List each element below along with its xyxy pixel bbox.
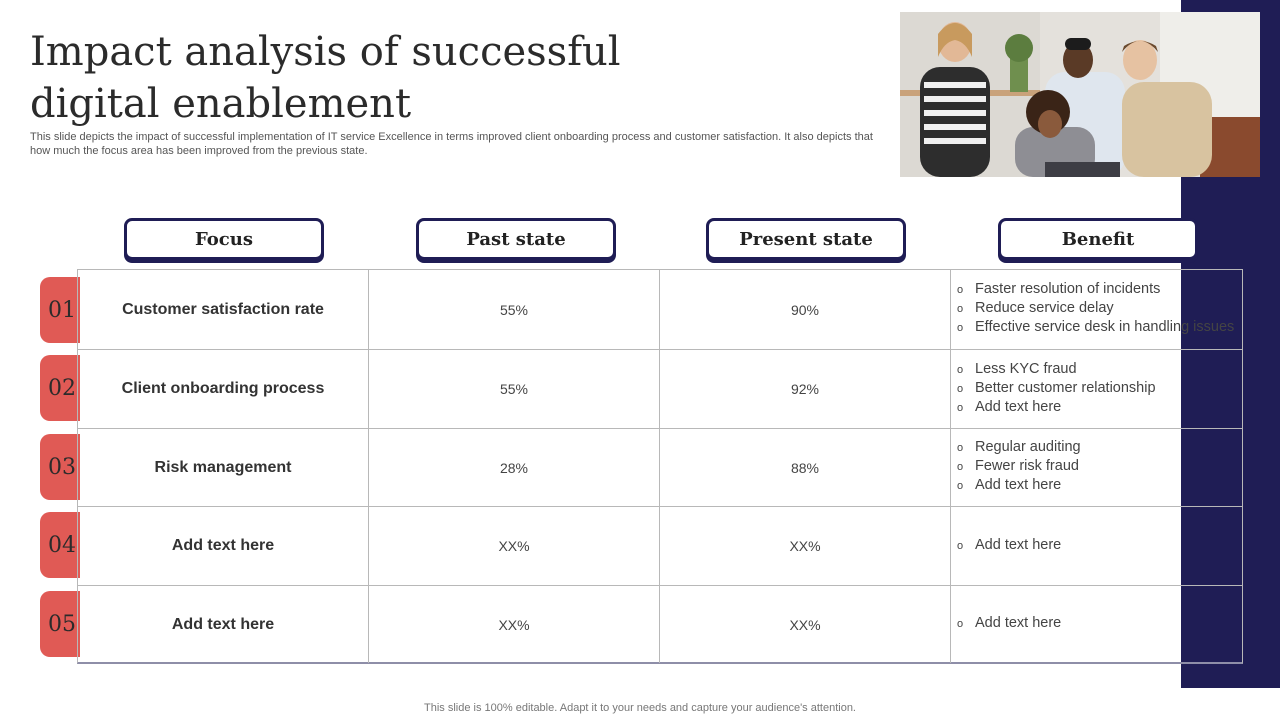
benefit-item: o Add text here	[957, 615, 1061, 634]
present-state-cell: XX%	[660, 507, 951, 585]
benefit-cell	[951, 350, 1242, 428]
page-title: Impact analysis of successful digital enablement	[30, 29, 621, 127]
row-number-tab: 03	[40, 434, 80, 500]
circle-bullet-icon: o	[957, 442, 964, 454]
table-row	[78, 586, 1242, 663]
past-state-cell: XX%	[369, 507, 660, 585]
past-state-cell: 55%	[369, 270, 660, 349]
benefit-list	[957, 439, 1081, 496]
benefit-cell	[951, 507, 1242, 585]
past-state-cell: XX%	[369, 586, 660, 663]
row-number-tab: 05	[40, 591, 80, 657]
benefit-item: o Add text here	[957, 537, 1061, 556]
circle-bullet-icon: o	[957, 363, 964, 376]
benefit-item: o Better customer relationship	[957, 380, 1156, 399]
table-row	[78, 429, 1242, 507]
circle-bullet-icon: o	[957, 539, 964, 552]
present-state-cell: 92%	[660, 350, 951, 428]
benefit-cell	[951, 586, 1242, 663]
benefit-list	[957, 361, 1156, 418]
focus-cell: Add text here	[78, 586, 369, 663]
benefit-cell	[951, 270, 1242, 349]
table-row	[78, 350, 1242, 429]
benefit-list	[957, 615, 1061, 634]
table-row	[78, 507, 1242, 586]
circle-bullet-icon: o	[957, 322, 964, 334]
present-state-cell: 90%	[660, 270, 951, 349]
benefit-item: o Fewer risk fraud	[957, 458, 1081, 477]
benefit-cell	[951, 429, 1242, 506]
benefit-item: o Effective service desk in handling issues	[957, 319, 1234, 338]
benefit-item: o Add text here	[957, 477, 1081, 496]
benefit-item: o Less KYC fraud	[957, 361, 1156, 380]
circle-bullet-icon: o	[957, 618, 964, 630]
benefit-item: o Regular auditing	[957, 439, 1081, 458]
focus-cell: Risk management	[78, 429, 369, 506]
header-focus: Focus	[124, 218, 324, 260]
footer-note: This slide is 100% editable. Adapt it to your needs and capture your audience's attention.	[424, 702, 856, 714]
benefit-item: o Reduce service delay	[957, 300, 1234, 319]
page-subtitle: This slide depicts the impact of successful implementation of IT service Excellence in terms improved client onboarding process and customer satisfaction. It also depicts that how much the focus area has been improved from the previous state.	[30, 131, 873, 157]
circle-bullet-icon: o	[957, 401, 964, 414]
present-state-cell: 88%	[660, 429, 951, 506]
header-past-state: Past state	[416, 218, 616, 260]
benefit-list	[957, 281, 1234, 338]
circle-bullet-icon: o	[957, 382, 964, 395]
benefit-item: o Faster resolution of incidents	[957, 281, 1234, 300]
header-benefit: Benefit	[998, 218, 1198, 260]
circle-bullet-icon: o	[957, 461, 964, 473]
benefit-list	[957, 537, 1061, 556]
circle-bullet-icon: o	[957, 480, 964, 492]
header-present-state: Present state	[706, 218, 906, 260]
team-photo	[900, 12, 1260, 177]
row-number-tab: 01	[40, 277, 80, 343]
past-state-cell: 28%	[369, 429, 660, 506]
row-number-tab: 02	[40, 355, 80, 421]
present-state-cell: XX%	[660, 586, 951, 663]
table-row	[78, 270, 1242, 350]
row-number-tab: 04	[40, 512, 80, 578]
focus-cell: Customer satisfaction rate	[78, 270, 369, 349]
benefit-item: o Add text here	[957, 399, 1156, 418]
circle-bullet-icon: o	[957, 284, 964, 296]
past-state-cell: 55%	[369, 350, 660, 428]
focus-cell: Client onboarding process	[78, 350, 369, 428]
circle-bullet-icon: o	[957, 303, 964, 315]
impact-table	[77, 269, 1243, 664]
focus-cell: Add text here	[78, 507, 369, 585]
